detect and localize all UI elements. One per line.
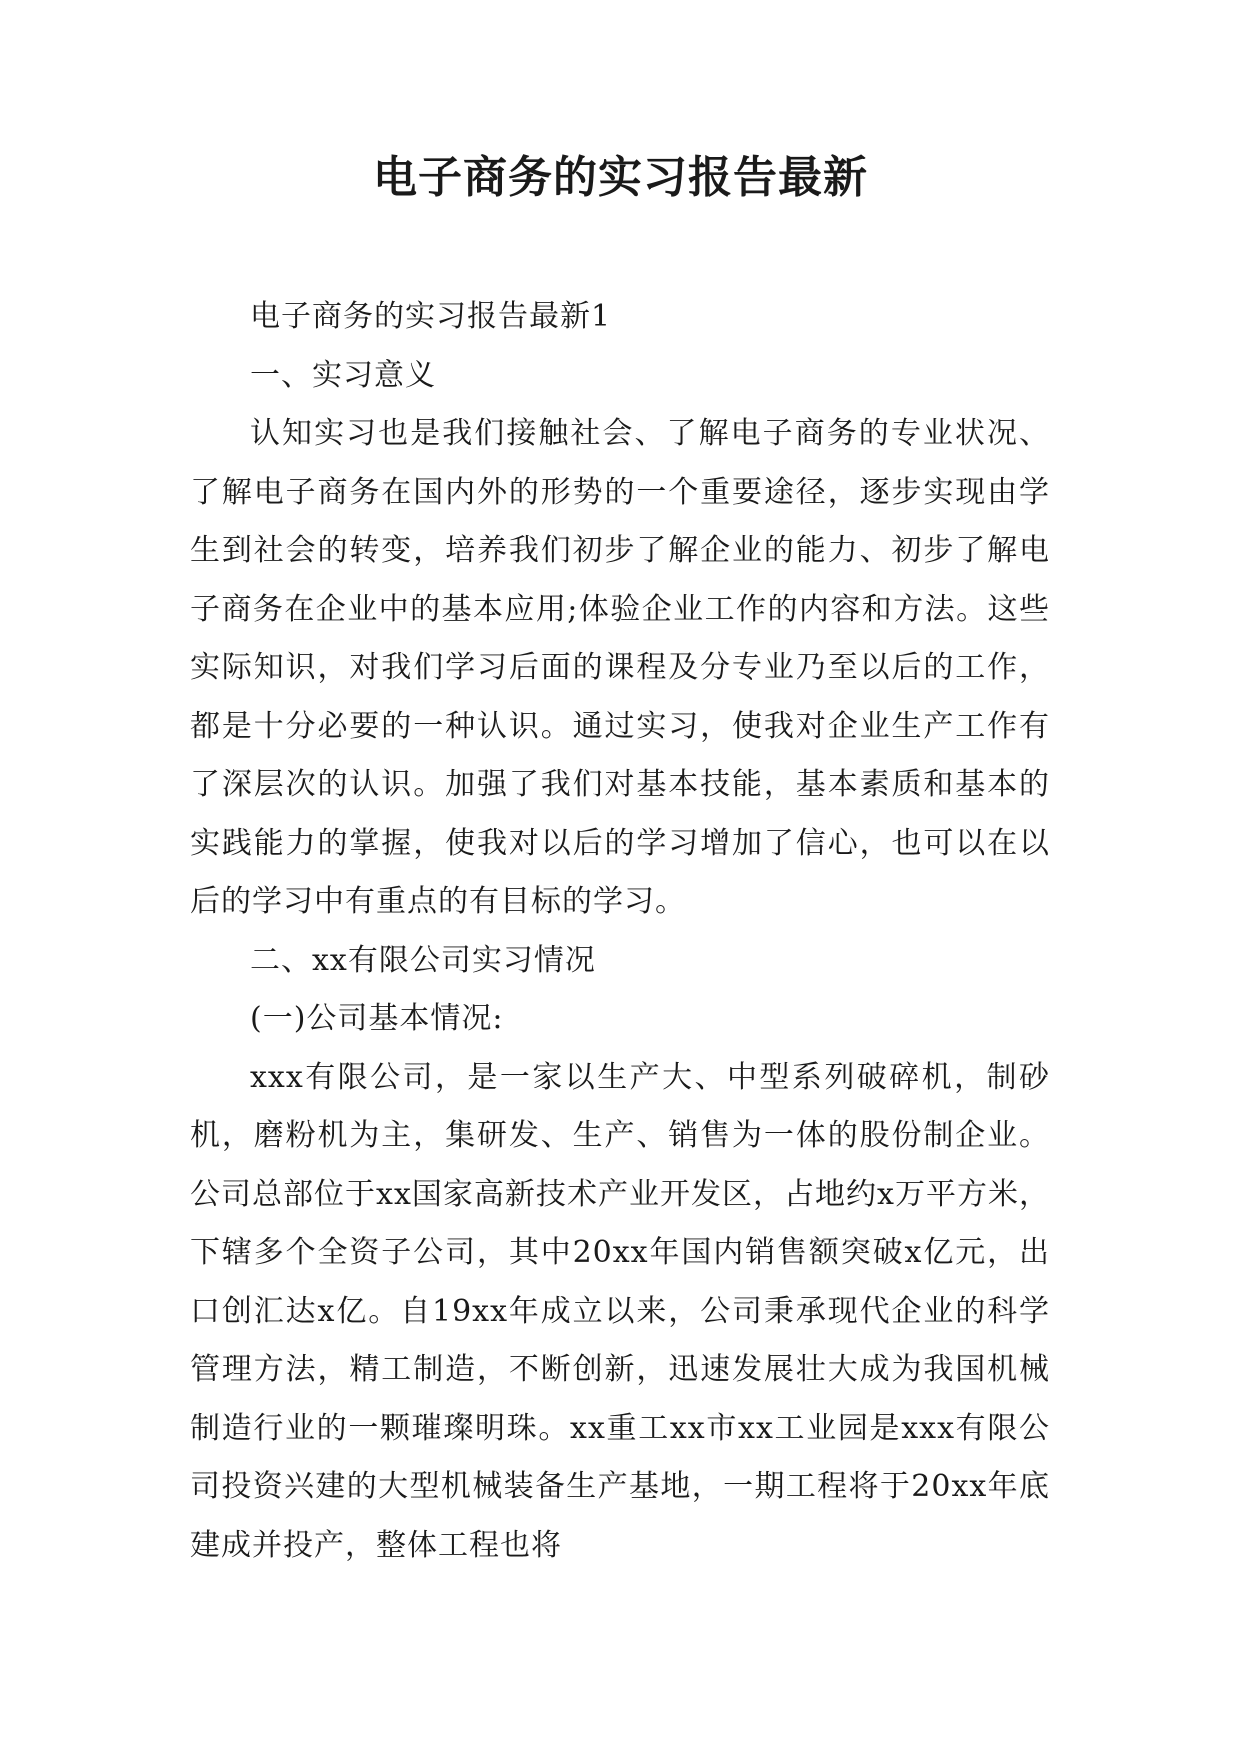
body-paragraph: 认知实习也是我们接触社会、了解电子商务的专业状况、了解电子商务在国内外的形势的一个重要途径，逐步实现由学生到社会的转变，培养我们初步了解企业的能力、初步了解电子商务在企业中的基本应用;体验企业工作的内容和方法。这些实际知识，对我们学习后面的课程及分专业乃至以后的工作，都是十分必要的一种认识。通过实习，使我对企业生产工作有了深层次的认识。加强了我们对基本技能，基本素质和基本的实践能力的掌握，使我对以后的学习增加了信心，也可以在以后的学习中有重点的有目标的学习。	[190, 416, 1050, 919]
section-heading: 一、实习意义	[250, 357, 436, 393]
subsection-heading: (一)公司基本情况:	[250, 1001, 504, 1036]
section-heading: 电子商务的实习报告最新1	[250, 299, 612, 334]
document-body	[190, 288, 1050, 1575]
document-title: 电子商务的实习报告最新	[373, 152, 868, 203]
section-heading: 二、xx有限公司实习情况	[250, 942, 596, 978]
body-paragraph: xxx有限公司，是一家以生产大、中型系列破碎机，制砂机，磨粉机为主，集研发、生产、销售为一体的股份制企业。公司总部位于xx国家高新技术产业开发区，占地约x万平方米，下辖多个全资子公司，其中20xx年国内销售额突破x亿元，出口创汇达x亿。自19xx年成立以来，公司秉承现代企业的科学管理方法，精工制造，不断创新，迅速发展壮大成为我国机械制造行业的一颗璀璨明珠。xx重工xx市xx工业园是xxx有限公司投资兴建的大型机械装备生产基地，一期工程将于20xx年底建成并投产，整体工程也将	[190, 1059, 1050, 1563]
